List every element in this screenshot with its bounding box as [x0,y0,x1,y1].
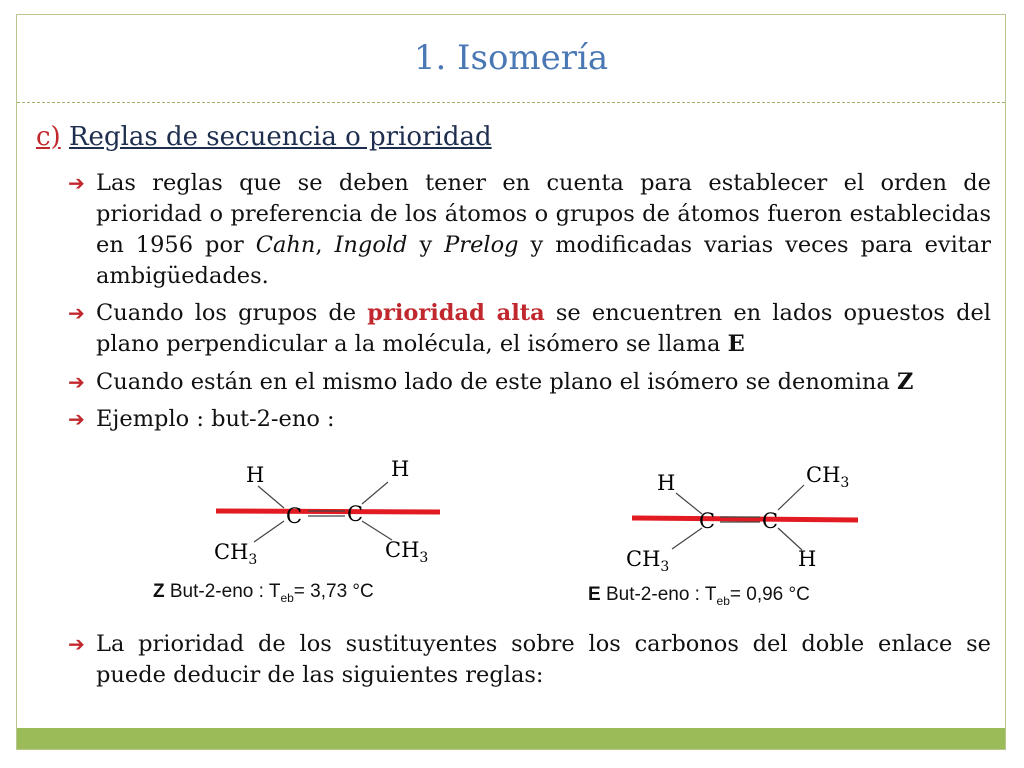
group-text: CH [806,463,841,487]
separator: y [407,232,445,258]
atom-label: H [391,457,410,481]
isomer-e-label: E [727,331,745,357]
e-isomer-caption [588,584,810,608]
bullet-text: Las reglas que se deben tener en cuenta para establecer el orden de prioridad o preferencia de los átomos o grupos de átomos fueron establecidas en 1956 por [96,170,991,258]
e-isomer-structure [626,463,858,575]
caption-value: = 0,96 °C [729,584,810,605]
group-subscript: 3 [660,559,670,575]
z-bond-h-left [258,486,284,508]
bullet-text: Cuando están en el mismo lado de este plano el isómero se denomina [96,369,897,395]
atom-label: C [762,509,779,533]
z-isomer-caption [153,581,374,605]
caption-text: But-2-eno : T [600,584,717,605]
group-label [385,538,428,566]
page-title: 1. Isomería [413,38,609,78]
group-label [214,540,257,568]
footer-bar [17,728,1005,749]
author-prelog: Prelog [444,232,519,258]
group-subscript: 3 [840,475,850,491]
z-bond-h-right [362,482,388,504]
caption-letter: E [588,584,601,605]
e-bond-ch3-right [778,485,804,510]
group-text: CH [214,540,249,564]
bullet-text: y modificadas varias veces para evitar ambigüedades. [96,232,992,289]
atom-label: C [286,504,303,528]
right-arrow-icon: ➔ [68,632,85,656]
caption-letter: Z [153,581,165,602]
right-arrow-icon: ➔ [68,370,85,394]
right-arrow-icon: ➔ [68,171,85,195]
group-text: CH [385,538,420,562]
atom-label: H [657,471,676,495]
atom-label: C [699,509,716,533]
bullet-text: La prioridad de los sustituyentes sobre los carbonos del doble enlace se puede deducir de las siguientes reglas: [96,631,991,688]
subtitle-text: Reglas de secuencia o prioridad [68,122,492,152]
bullet-rules-intro [68,629,991,691]
group-label [806,463,849,491]
author-ingold: Ingold [334,232,408,258]
group-subscript: 3 [248,552,258,568]
caption-subscript: eb [280,590,294,605]
group-text: CH [626,547,661,571]
right-arrow-icon: ➔ [68,407,85,431]
highlight-priority: prioridad alta [367,300,545,326]
caption-value: = 3,73 °C [293,581,374,602]
bullet-text: Cuando los grupos de [96,300,368,326]
group-subscript: 3 [419,550,429,566]
separator: , [315,232,335,258]
e-bond-ch3-left [672,528,702,549]
subtitle-letter: c) [36,122,61,152]
atom-label: H [246,463,265,487]
group-label [626,547,669,575]
caption-text: But-2-eno : T [164,581,281,602]
isomer-z-label: Z [896,369,914,395]
bullet-text: Ejemplo : but-2-eno : [96,406,335,432]
atom-label: C [347,502,364,526]
caption-subscript: eb [716,593,730,608]
author-cahn: Cahn [255,232,316,258]
bullet-text: se encuentren en lados opuestos del plano perpendicular a la molécula, el isómero se llama [96,300,991,357]
right-arrow-icon: ➔ [68,301,85,325]
z-isomer-structure [214,457,440,568]
atom-label: H [798,547,817,571]
e-plane-line [632,518,858,520]
z-bond-ch3-left [254,521,284,542]
